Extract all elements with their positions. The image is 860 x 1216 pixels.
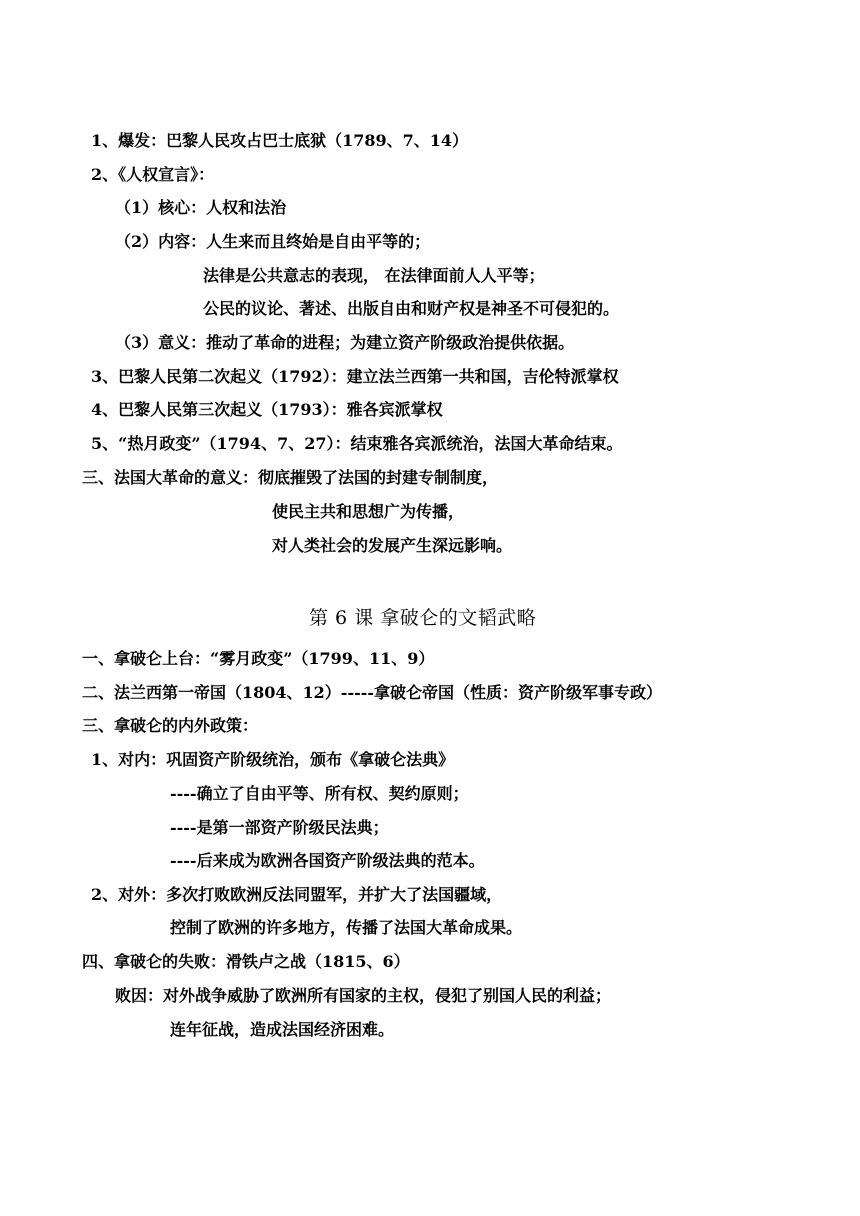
text-line: 1、爆发：巴黎人民攻占巴士底狱（1789、7、14） xyxy=(91,131,469,150)
text-line: 3、巴黎人民第二次起义（1792）：建立法兰西第一共和国，吉伦特派掌权 xyxy=(91,367,619,386)
text-line: ----是第一部资产阶级民法典； xyxy=(170,818,389,837)
text-line: 控制了欧洲的许多地方，传播了法国大革命成果。 xyxy=(170,918,523,937)
text-line: （3）意义：推动了革命的进程；为建立资产阶级政治提供依据。 xyxy=(115,333,575,352)
text-line: 4、巴黎人民第三次起义（1793）：雅各宾派掌权 xyxy=(91,400,443,419)
text-line: ----确立了自由平等、所有权、契约原则； xyxy=(170,784,469,803)
text-line: 使民主共和思想广为传播， xyxy=(272,502,465,521)
lesson-title: 第 6 课 拿破仑的文韬武略 xyxy=(309,607,537,629)
text-line: 公民的议论、著述、出版自由和财产权是神圣不可侵犯的。 xyxy=(203,299,620,318)
text-line: （2）内容：人生来而且终始是自由平等的； xyxy=(115,232,431,251)
text-line: 1、对内：巩固资产阶级统治，颁布《拿破仑法典》 xyxy=(91,750,455,769)
text-line: 三、拿破仑的内外政策： xyxy=(82,716,259,735)
text-line: 连年征战，造成法国经济困难。 xyxy=(170,1020,395,1039)
text-line: 二、法兰西第一帝国（1804、12）-----拿破仑帝国（性质：资产阶级军事专政） xyxy=(82,683,663,702)
text-line: ----后来成为欧洲各国资产阶级法典的范本。 xyxy=(170,851,485,870)
text-line: （1）核心：人权和法治 xyxy=(115,198,287,217)
text-line: 败因：对外战争威胁了欧洲所有国家的主权，侵犯了别国人民的利益； xyxy=(115,986,612,1005)
text-line: 2、《人权宣言》： xyxy=(91,165,215,184)
text-line: 2、对外：多次打败欧洲反法同盟军，并扩大了法国疆域， xyxy=(91,885,503,904)
text-line: 对人类社会的发展产生深远影响。 xyxy=(272,536,513,555)
text-line: 5、“热月政变”（1794、7、27）：结束雅各宾派统治，法国大革命结束。 xyxy=(91,434,623,453)
text-line: 四、拿破仑的失败：滑铁卢之战（1815、6） xyxy=(82,952,410,971)
text-line: 三、法国大革命的意义：彻底摧毁了法国的封建专制制度， xyxy=(82,468,499,487)
text-line: 法律是公共意志的表现， 在法律面前人人平等； xyxy=(203,266,545,285)
text-line: 一、拿破仑上台：“雾月政变”（1799、11、9） xyxy=(82,649,435,668)
